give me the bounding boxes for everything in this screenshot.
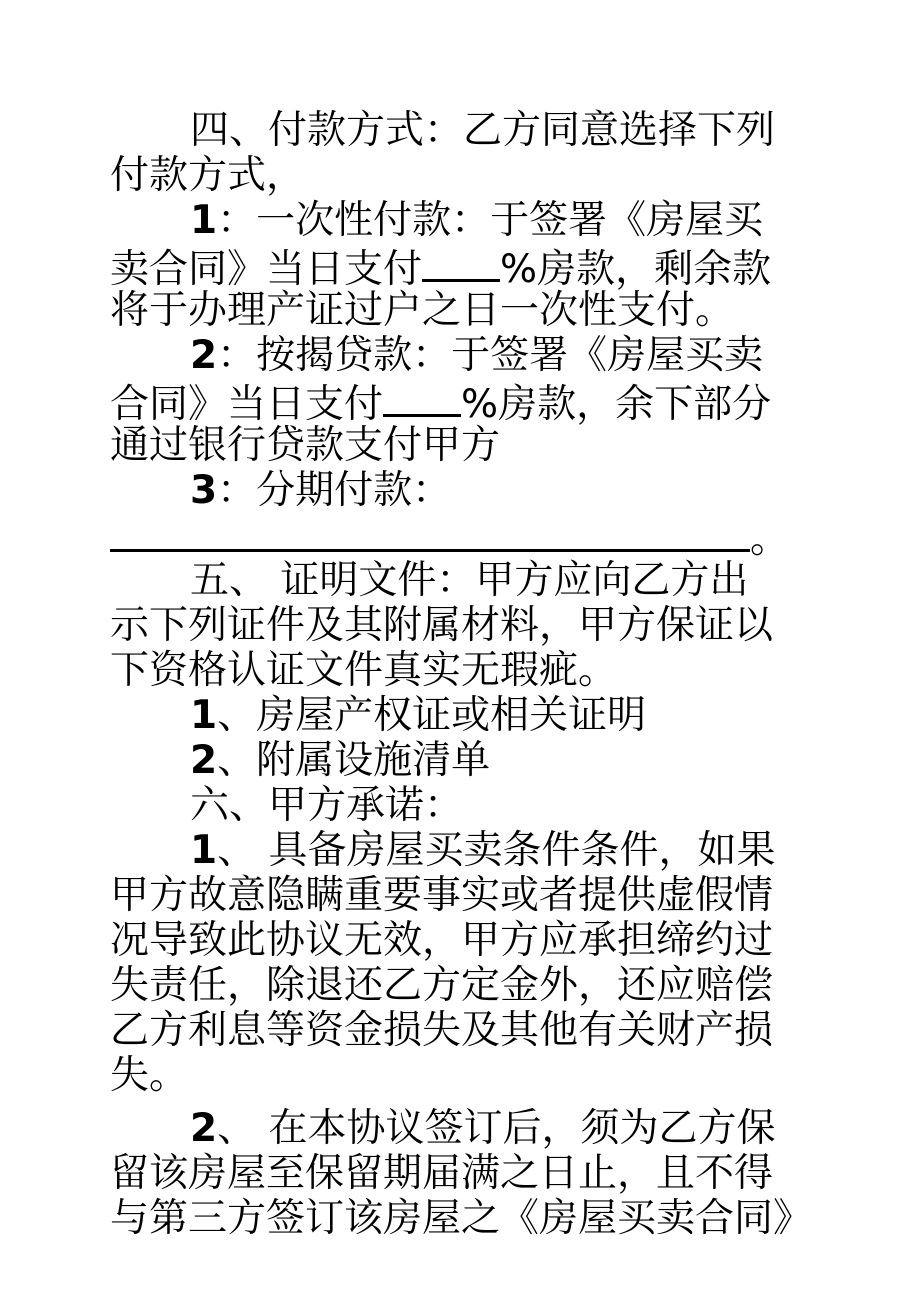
section-5-line-3: 下资格认证文件真实无瑕疵。: [110, 648, 618, 693]
promise-2-line-3: 与第三方签订该房屋之《房屋买卖合同》: [110, 1196, 813, 1241]
payment-option-2-line-2: 合同》当日支付 %房款，余下部分: [110, 378, 822, 423]
promise-1-line-4: 失责任，除退还乙方定金外，还应赔偿: [110, 963, 774, 1008]
promise-1-line-2: 甲方故意隐瞒重要事实或者提供虚假情: [110, 873, 774, 918]
item-number: 1: [190, 198, 218, 243]
payment-option-1-line-2: 卖合同》当日支付 %房款，剩余款: [110, 243, 822, 288]
payment-option-2: 2：按揭贷款：于签署《房屋买卖: [190, 333, 764, 378]
item-number: 1: [190, 693, 218, 738]
payment-option-1-line-3: 将于办理产证过户之日一次性支付。: [110, 288, 735, 333]
promise-2-line-2: 留该房屋至保留期届满之日止，且不得: [110, 1151, 774, 1196]
promise-1-line-5: 乙方利息等资金损失及其他有关财产损: [110, 1008, 774, 1053]
document-item-1: 1、房屋产权证或相关证明: [190, 693, 647, 738]
percent-blank: [422, 243, 500, 282]
promise-2: 2、 在本协议签订后，须为乙方保: [190, 1106, 776, 1151]
percent-blank: [383, 378, 461, 417]
document-page: [110, 108, 822, 1241]
item-number: 3: [190, 468, 218, 513]
payment-option-2-line-3: 通过银行贷款支付甲方: [110, 423, 501, 468]
item-number: 2: [190, 333, 218, 378]
section-5-heading: 五、 证明文件：甲方应向乙方出: [190, 558, 749, 603]
section-5-line-2: 示下列证件及其附属材料，甲方保证以: [110, 603, 774, 648]
item-number: 1: [190, 828, 218, 873]
installment-blank-line: 。: [110, 513, 822, 558]
section-6-heading: 六、甲方承诺：: [190, 783, 464, 828]
item-number: 2: [190, 738, 218, 783]
promise-1-line-3: 况导致此协议无效，甲方应承担缔约过: [110, 918, 774, 963]
payment-option-3: 3：分期付款：: [190, 468, 452, 513]
promise-1: 1、 具备房屋买卖条件条件，如果: [190, 828, 776, 873]
promise-1-line-6: 失。: [110, 1053, 189, 1098]
document-item-2: 2、附属设施清单: [190, 738, 491, 783]
section-4-heading: 四、付款方式：乙方同意选择下列: [190, 108, 776, 153]
section-4-line-2: 付款方式，: [110, 153, 306, 198]
payment-option-1: 1：一次性付款：于签署《房屋买: [190, 198, 764, 243]
paragraph-gap: [110, 1098, 822, 1106]
item-number: 2: [190, 1106, 218, 1151]
installment-blank: [110, 513, 750, 552]
